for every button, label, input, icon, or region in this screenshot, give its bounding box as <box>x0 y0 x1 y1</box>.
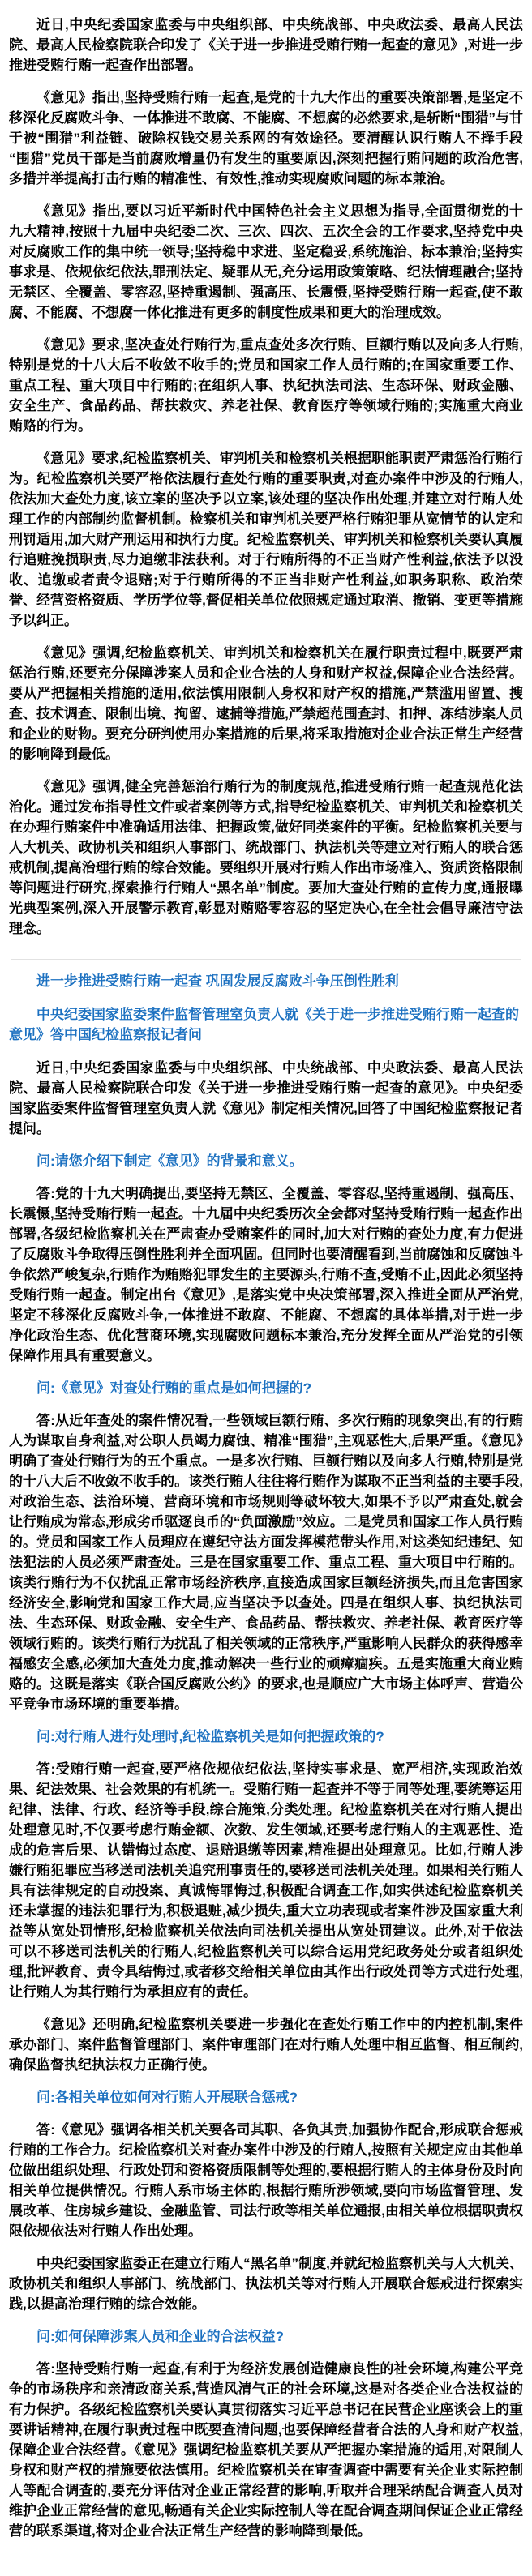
paragraph: 《意见》强调,纪检监察机关、审判机关和检察机关在履行职责过程中,既要严肃惩治行贿,还要充分保障涉案人员和企业合法的人身和财产权益,保障企业合法经营。要从严把握相关措施的适用,依法慎用限制人身权和财产权的措施,严禁滥用留置、搜查、技术调查、限制出境、拘留、逮捕等措施,严禁超范围查封、扣押、冻结涉案人员和企业的财物。要充分研判使用办案措施的后果,将采取措施对企业合法正常生产经营的影响降到最低。 <box>9 645 523 762</box>
question-heading: 问:如何保障涉案人员和企业的合法权益? <box>36 2329 285 2344</box>
paragraph: 《意见》要求,纪检监察机关、审判机关和检察机关根据职能职责严肃惩治行贿行为。纪检监察机关要严格依法履行查处行贿的重要职责,对查办案件中涉及的行贿人,依法加大查处力度,该立案的坚决予以立案,该处理的坚决作出处理,并建立对行贿人处理工作的内部制约监督机制。检察机关和审判机关要严格行贿犯罪从宽情节的认定和刑罚适用,加大财产刑运用和执行力度。纪检监察机关、审判机关和检察机关要认真履行追赃挽损职责,尽力追缴非法获利。对于行贿所得的不正当财产性利益,依法予以没收、追缴或者责令退赔;对于行贿所得的不正当非财产性利益,如职务职称、政治荣誉、经营资格资质、学历学位等,督促相关单位依照规定通过取消、撤销、变更等措施予以纠正。 <box>9 451 523 628</box>
section-heading: 进一步推进受贿行贿一起查 巩固发展反腐败斗争压倒性胜利 <box>36 973 399 989</box>
paragraph: 答:从近年查处的案件情况看,一些领域巨额行贿、多次行贿的现象突出,有的行贿人为谋取自身利益,对公职人员竭力腐蚀、精准“围猎”,主观恶性大,后果严重。《意见》明确了查处行贿行为的五个重点。一是多次行贿、巨额行贿以及向多人行贿,特别是党的十八大后不收敛不收手的。该类行贿人往往将行贿作为谋取不正当利益的主要手段,对政治生态、法治环境、营商环境和市场规则等破坏较大,如果不予以严肃查处,就会让行贿成为常态,形成劣币驱逐良币的“负面激励”效应。二是党员和国家工作人员行贿的。党员和国家工作人员理应在遵纪守法方面发挥模范带头作用,对这类知纪违纪、知法犯法的人员必须严肃查处。三是在国家重要工作、重点工程、重大项目中行贿的。该类行贿行为不仅扰乱正常市场经济秩序,直接造成国家巨额经济损失,而且危害国家经济安全,影响党和国家工作大局,应当坚决予以查处。四是在组织人事、执纪执法司法、生态环保、财政金融、安全生产、食品药品、帮扶救灾、养老社保、教育医疗等领域行贿的。该类行贿行为扰乱了相关领域的正常秩序,严重影响人民群众的获得感幸福感安全感,必须加大查处力度,推动解决一些行业的顽瘴痼疾。五是实施重大商业贿赂的。这既是落实《联合国反腐败公约》的要求,也是顺应广大市场主体呼声、营造公平竞争市场环境的重要举措。 <box>9 1413 523 1712</box>
paragraph: 答:受贿行贿一起查,要严格依规依纪依法,坚持实事求是、宽严相济,实现政治效果、纪法效果、社会效果的有机统一。受贿行贿一起查并不等于同等处理,要统筹运用纪律、法律、行政、经济等手段,综合施策,分类处理。纪检监察机关在对行贿人提出处理意见时,不仅要考虑行贿金额、次数、发生领域,还要考虑行贿人的主观恶性、造成的危害后果、认错悔过态度、退赔退缴等因素,精准提出处理意见。比如,行贿人涉嫌行贿犯罪应当移送司法机关追究刑事责任的,要移送司法机关处理。如果相关行贿人具有法律规定的自动投案、真诚悔罪悔过,积极配合调查工作,如实供述纪检监察机关还未掌握的违法犯罪行为,积极退赃,减少损失,重大立功表现或者案件涉及国家重大利益等从宽处罚情形,纪检监察机关依法向司法机关提出从宽处罚建议。此外,对于依法可以不移送司法机关的行贿人,纪检监察机关可以综合运用党纪政务处分或者组织处理,批评教育、责令具结悔过,或者移交给相关单位由其作出行政处罚等方式进行处理,让行贿人为其行贿行为承担应有的责任。 <box>9 1761 523 2000</box>
article-body <box>9 15 523 2541</box>
paragraph: 中央纪委国家监委正在建立行贿人“黑名单”制度,并就纪检监察机关与人大机关、政协机关和组织人事部门、统战部门、执法机关等对行贿人开展联合惩戒进行探索实践,以提高治理行贿的综合效能。 <box>9 2256 523 2312</box>
paragraph: 《意见》指出,要以习近平新时代中国特色社会主义思想为指导,全面贯彻党的十九大精神,按照十九届中央纪委二次、三次、四次、五次全会的工作要求,坚持党中央对反腐败工作的集中统一领导;坚持稳中求进、坚定稳妥,系统施治、标本兼治;坚持实事求是、依规依纪依法,罪刑法定、疑罪从无,充分运用政策策略、纪法情理融合;坚持无禁区、全覆盖、零容忍,坚持重遏制、强高压、长震慑,坚持受贿行贿一起查,使不敢腐、不能腐、不想腐一体化推进有更多的制度性成果和更大的治理成效。 <box>9 203 523 320</box>
paragraph: 答:《意见》强调各相关机关要各司其职、各负其责,加强协作配合,形成联合惩戒行贿的工作合力。纪检监察机关对查办案件中涉及的行贿人,按照有关规定应由其他单位做出组织处理、行政处罚和资格资质限制等处理的,要根据行贿人的主体身份及时向相关单位提供情况。行贿人系市场主体的,根据行贿所涉领域,要向市场监督管理、发展改革、住房城乡建设、金融监管、司法行政等相关单位通报,由相关单位根据职责权限依规依法对行贿人作出处理。 <box>9 2122 523 2239</box>
paragraph: 《意见》强调,健全完善惩治行贿行为的制度规范,推进受贿行贿一起查规范化法治化。通过发布指导性文件或者案例等方式,指导纪检监察机关、审判机关和检察机关在办理行贿案件中准确适用法律、把握政策,做好同类案件的平衡。纪检监察机关要与人大机关、政协机关和组织人事部门、统战部门、执法机关等建立对行贿人的联合惩戒机制,提高治理行贿的综合效能。要组织开展对行贿人作出市场准入、资质资格限制等问题进行研究,探索推行行贿人“黑名单”制度。要加大查处行贿的宣传力度,通报曝光典型案例,深入开展警示教育,彰显对贿赂零容忍的坚定决心,在全社会倡导廉洁守法理念。 <box>9 779 523 936</box>
paragraph: 《意见》指出,坚持受贿行贿一起查,是党的十九大作出的重要决策部署,是坚定不移深化反腐败斗争、一体推进不敢腐、不能腐、不想腐的必然要求,是斩断“围猎”与甘于被“围猎”利益链、破除权钱交易关系网的有效途径。要清醒认识行贿人不择手段“围猎”党员干部是当前腐败增量仍有发生的重要原因,深刻把握行贿问题的政治危害,多措并举提高打击行贿的精准性、有效性,推动实现腐败问题的标本兼治。 <box>9 90 523 186</box>
question-heading: 问:《意见》对查处行贿的重点是如何把握的? <box>36 1380 312 1396</box>
section-divider <box>11 959 521 960</box>
paragraph: 答:坚持受贿行贿一起查,有利于为经济发展创造健康良性的社会环境,构建公平竞争的市场秩序和亲清政商关系,营造风清气正的社会环境,这是对各类企业合法权益的有力保护。各级纪检监察机关要认真贯彻落实习近平总书记在民营企业座谈会上的重要讲话精神,在履行职责过程中既要查清问题,也要保障经营者合法的人身和财产权益,保障企业合法经营。《意见》强调纪检监察机关要从严把握办案措施的适用,对限制人身权和财产权的措施要依法慎用。纪检监察机关在审查调查中需要有关企业实际控制人等配合调查的,要充分评估对企业正常经营的影响,听取并合理采纳配合调查人员对维护企业正常经营的意见,畅通有关企业实际控制人等在配合调查期间保证企业正常经营的联系渠道,将对企业合法正常生产经营的影响降到最低。 <box>9 2361 523 2539</box>
paragraph: 《意见》要求,坚决查处行贿行为,重点查处多次行贿、巨额行贿以及向多人行贿,特别是党的十八大后不收敛不收手的;党员和国家工作人员行贿的;在国家重要工作、重点工程、重大项目中行贿的;在组织人事、执纪执法司法、生态环保、财政金融、安全生产、食品药品、帮扶救灾、养老社保、教育医疗等领域行贿的;实施重大商业贿赂的行为。 <box>9 337 523 434</box>
section-heading: 中央纪委国家监委案件监督管理室负责人就《关于进一步推进受贿行贿一起查的意见》答中国纪检监察报记者问 <box>9 1007 519 1042</box>
paragraph: 近日,中央纪委国家监委与中央组织部、中央统战部、中央政法委、最高人民法院、最高人民检察院联合印发了《关于进一步推进受贿行贿一起查的意见》,对进一步推进受贿行贿一起查作出部署。 <box>9 17 523 73</box>
question-heading: 问:请您介绍下制定《意见》的背景和意义。 <box>36 1153 303 1169</box>
question-heading: 问:对行贿人进行处理时,纪检监察机关是如何把握政策的? <box>36 1729 384 1744</box>
paragraph: 近日,中央纪委国家监委与中央组织部、中央统战部、中央政法委、最高人民法院、最高人民检察院联合印发《关于进一步推进受贿行贿一起查的意见》。中央纪委国家监委案件监督管理室负责人就《意见》制定相关情况,回答了中国纪检监察报记者提问。 <box>9 1060 523 1136</box>
paragraph: 答:党的十九大明确提出,要坚持无禁区、全覆盖、零容忍,坚持重遏制、强高压、长震慑,坚持受贿行贿一起查。十九届中央纪委历次全会都对坚持受贿行贿一起查作出部署,各级纪检监察机关在严肃查办受贿案件的同时,加大对行贿的查处力度,有力促进了反腐败斗争取得压倒性胜利并全面巩固。但同时也要清醒看到,当前腐蚀和反腐蚀斗争依然严峻复杂,行贿作为贿赂犯罪发生的主要源头,行贿不查,受贿不止,因此必须坚持受贿行贿一起查。制定出台《意见》,是落实党中央决策部署,深入推进全面从严治党,坚定不移深化反腐败斗争,一体推进不敢腐、不能腐、不想腐的具体举措,对于进一步净化政治生态、优化营商环境,实现腐败问题标本兼治,充分发挥全面从严治党的引领保障作用具有重要意义。 <box>9 1186 523 1363</box>
paragraph: 《意见》还明确,纪检监察机关要进一步强化在查处行贿工作中的内控机制,案件承办部门、案件监督管理部门、案件审理部门在对行贿人处理中相互监督、相互制约,确保监督执纪执法权力正确行使。 <box>9 2017 523 2073</box>
question-heading: 问:各相关单位如何对行贿人开展联合惩戒? <box>36 2090 298 2105</box>
